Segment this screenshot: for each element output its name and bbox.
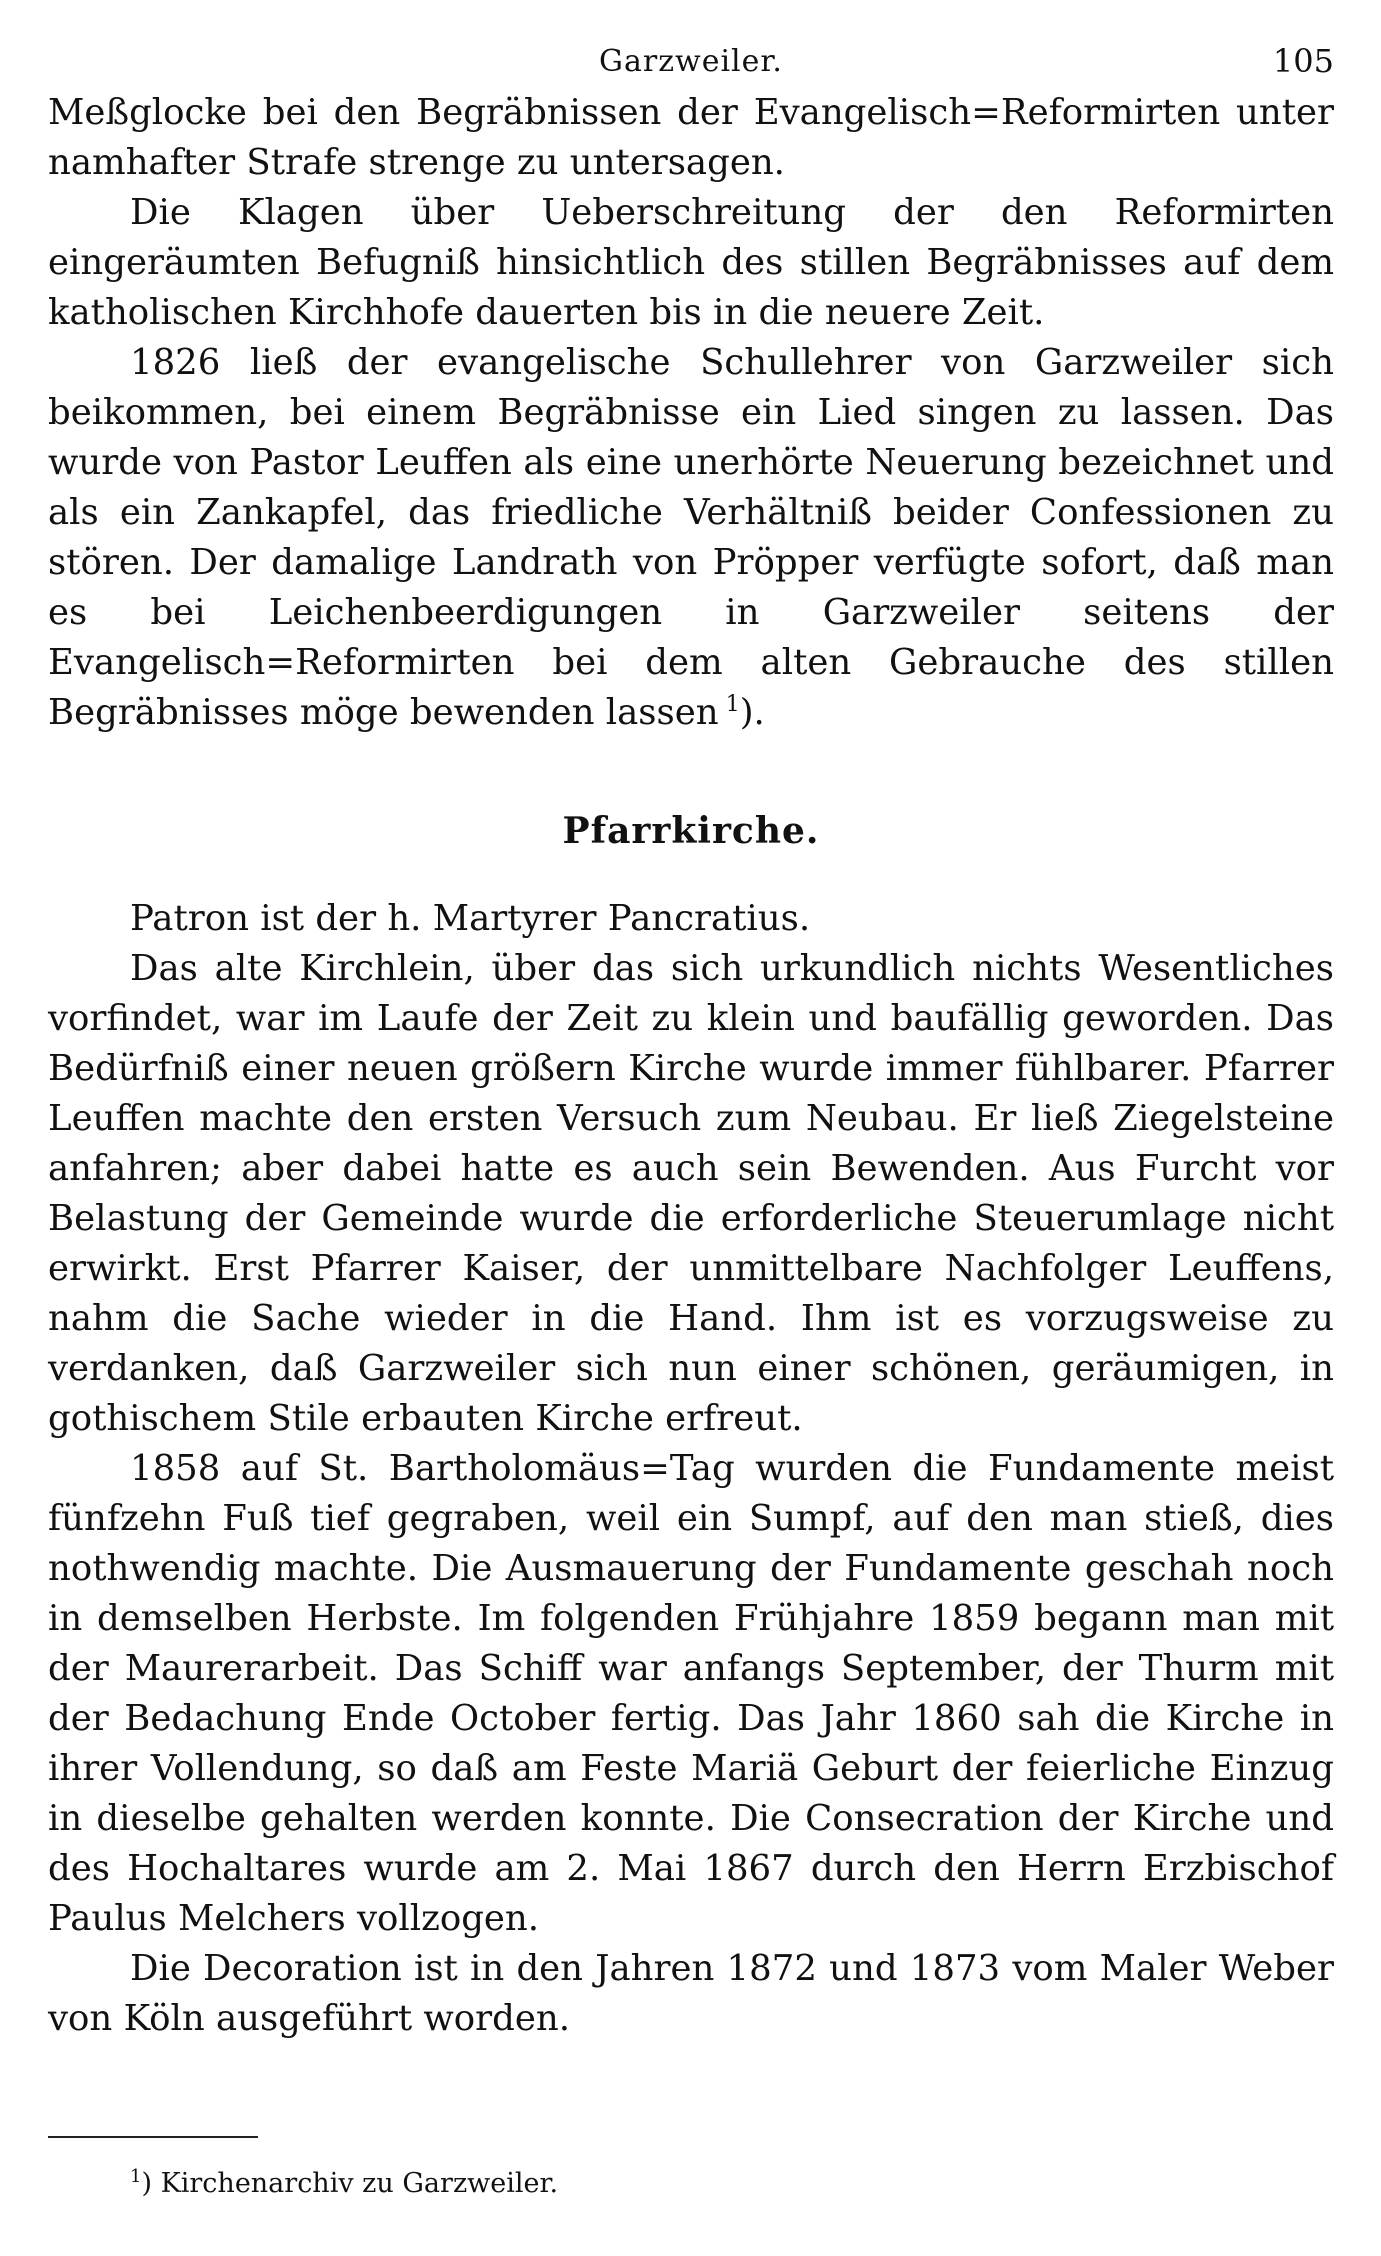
footnote-reference-suffix: ).: [739, 692, 765, 733]
footnote: [48, 2166, 1334, 2202]
footnote-divider: [48, 2136, 258, 2138]
running-header: [48, 36, 1334, 88]
footnote-mark: 1: [130, 2166, 142, 2187]
page-number: 105: [1272, 42, 1334, 80]
paragraph: Die Decoration ist in den Jahren 1872 und 1873 vom Maler Weber von Köln ausgeführt worden.: [48, 1948, 1334, 2039]
book-page: [48, 36, 1334, 2202]
paragraph: 1858 auf St. Bartholomäus=Tag wurden die Fundamente meist fünfzehn Fuß tief gegraben, weil ein Sumpf, auf den man stieß, dies nothwendig machte. Die Ausmauerung der Fundamente geschah noch in demselben Herbste. Im folgenden Frühjahre 1859 begann man mit der Maurerarbeit. Das Schiff war anfangs September, der Thurm mit der Bedachung Ende October fertig. Das Jahr 1860 sah die Kirche in ihrer Vollendung, so daß am Feste Mariä Geburt der feierliche Einzug in dieselbe gehalten werden konnte. Die Consecration der Kirche und des Hochaltares wurde am 2. Mai 1867 durch den Herrn Erzbischof Paulus Melchers vollzogen.: [48, 1448, 1334, 1939]
body-text: [48, 88, 1334, 2044]
footnote-mark-suffix: ): [141, 2168, 152, 2199]
paragraph-with-footnote: [48, 338, 1334, 738]
running-title: Garzweiler.: [599, 44, 783, 79]
paragraph: Das alte Kirchlein, über das sich urkundlich nichts Wesentliches vorfindet, war im Laufe der Zeit zu klein und baufällig geworden. Das Bedürfniß einer neuen größern Kirche wurde immer fühlbarer. Pfarrer Leuffen machte den ersten Versuch zum Neubau. Er ließ Ziegelsteine anfahren; aber dabei hatte es auch sein Bewenden. Aus Furcht vor Belastung der Gemeinde wurde die erforderliche Steuerumlage nicht erwirkt. Erst Pfarrer Kaiser, der unmittelbare Nachfolger Leuffens, nahm die Sache wieder in die Hand. Ihm ist es vorzugsweise zu verdanken, daß Garzweiler sich nun einer schönen, geräumigen, in gothischem Stile erbauten Kirche erfreut.: [48, 948, 1334, 1439]
section-heading: Pfarrkirche.: [562, 810, 820, 852]
paragraph: Die Klagen über Ueberschreitung der den Reformirten eingeräumten Befugniß hinsichtlich des stillen Begräbnisses auf dem katholischen Kirchhofe dauerten bis in die neuere Zeit.: [48, 192, 1334, 333]
paragraph: Meßglocke bei den Begräbnissen der Evangelisch=Reformirten unter namhafter Strafe strenge zu untersagen.: [48, 92, 1334, 183]
paragraph-text: 1826 ließ der evangelische Schullehrer von Garzweiler sich beikommen, bei einem Begräbnisse ein Lied singen zu lassen. Das wurde von Pastor Leuffen als eine unerhörte Neuerung bezeichnet und als ein Zankapfel, das friedliche Verhältniß beider Confessionen zu stören. Der damalige Landrath von Pröpper verfügte sofort, daß man es bei Leichenbeerdigungen in Garzweiler seitens der Evangelisch=Reformirten bei dem alten Gebrauche des stillen Begräbnisses möge bewenden lassen: [48, 342, 1334, 733]
paragraph: Patron ist der h. Martyrer Pancratius.: [130, 898, 811, 939]
footnote-reference[interactable]: 1: [725, 692, 740, 718]
footnote-text: Kirchenarchiv zu Garzweiler.: [160, 2168, 559, 2199]
